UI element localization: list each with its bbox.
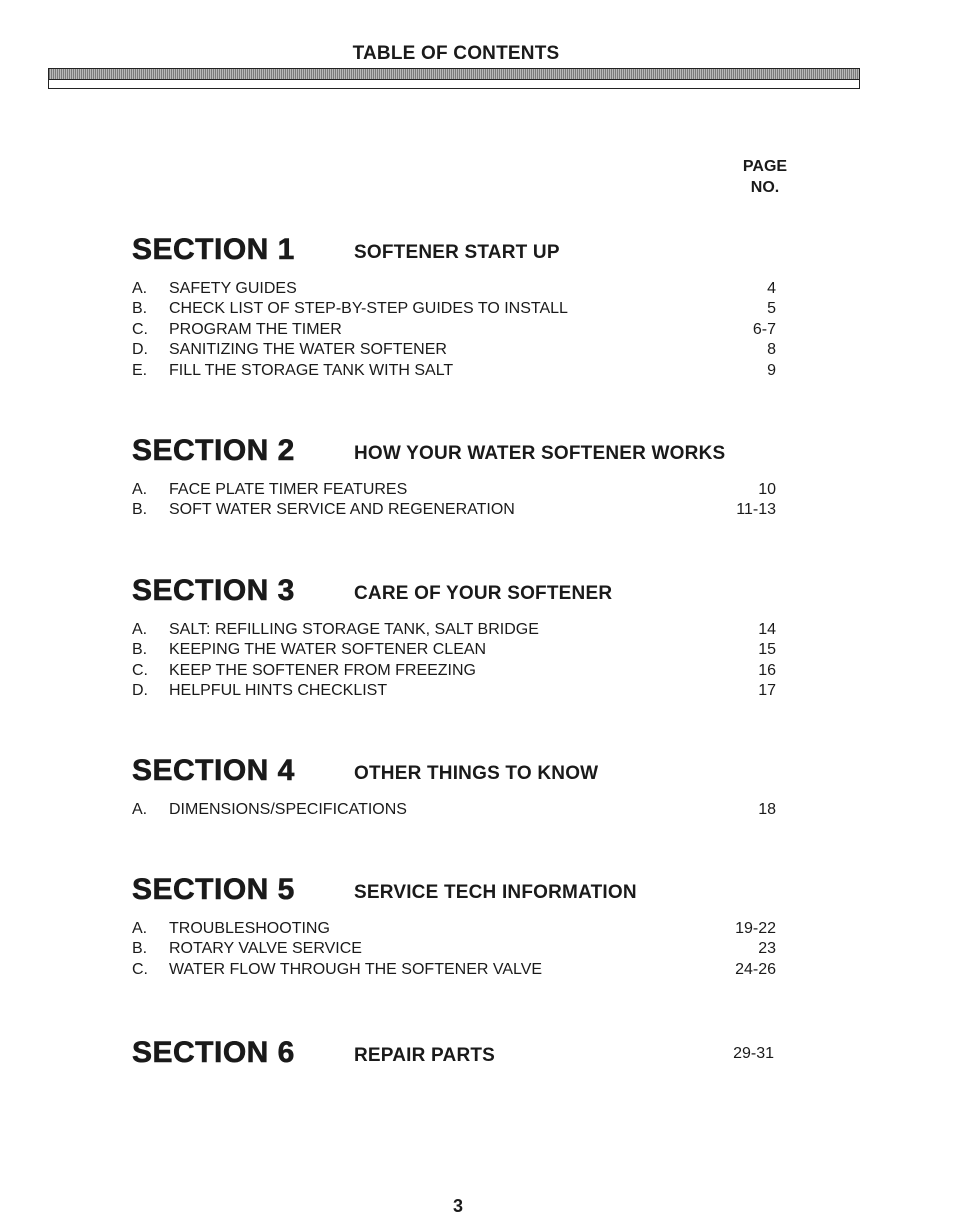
entry-page: 9 xyxy=(767,361,776,379)
title-rule-bottom xyxy=(48,80,860,89)
section-items xyxy=(132,279,782,381)
entry-text: KEEP THE SOFTENER FROM FREEZING xyxy=(169,661,476,679)
entry-text: CHECK LIST OF STEP-BY-STEP GUIDES TO INSTALL xyxy=(169,300,568,318)
section-2 xyxy=(132,434,782,521)
page-column-label: PAGE xyxy=(742,158,788,175)
section-1 xyxy=(132,233,782,381)
entry-text: FACE PLATE TIMER FEATURES xyxy=(169,481,408,498)
toc-entry xyxy=(132,340,782,360)
entry-letter: D. xyxy=(132,341,148,359)
entry-page: 17 xyxy=(758,682,776,700)
document-title: TABLE OF CONTENTS xyxy=(352,43,560,64)
section-header xyxy=(132,233,782,271)
entry-page: 6-7 xyxy=(752,320,776,338)
section-3 xyxy=(132,574,782,702)
entry-text: SOFT WATER SERVICE AND REGENERATION xyxy=(169,501,515,519)
toc-entry xyxy=(132,320,782,340)
page-number: 3 xyxy=(452,1196,463,1216)
entry-text: KEEPING THE WATER SOFTENER CLEAN xyxy=(169,641,487,659)
entry-page: 10 xyxy=(758,481,776,498)
entry-page: 16 xyxy=(758,661,776,679)
entry-page: 15 xyxy=(758,641,776,659)
entry-text: PROGRAM THE TIMER xyxy=(169,320,342,338)
entry-letter: B. xyxy=(132,501,148,519)
section-items xyxy=(132,919,782,980)
entry-letter: D. xyxy=(132,682,148,700)
entry-letter: A. xyxy=(132,920,148,937)
entry-letter: E. xyxy=(132,361,148,379)
toc-entry xyxy=(132,960,782,980)
entry-page: 18 xyxy=(758,801,776,818)
entry-letter: A. xyxy=(132,280,148,297)
section-title: HOW YOUR WATER SOFTENER WORKS xyxy=(354,443,726,464)
section-header xyxy=(132,574,782,612)
section-label: SECTION 6 xyxy=(132,1036,295,1069)
section-title: SERVICE TECH INFORMATION xyxy=(354,882,637,903)
section-title: REPAIR PARTS xyxy=(354,1045,496,1066)
toc-entry xyxy=(132,620,782,640)
entry-text: ROTARY VALVE SERVICE xyxy=(169,940,362,958)
toc-entry xyxy=(132,661,782,681)
entry-text: SAFETY GUIDES xyxy=(169,280,297,297)
entry-letter: B. xyxy=(132,641,148,659)
entry-page: 19-22 xyxy=(735,920,776,937)
section-6 xyxy=(132,1036,782,1074)
section-title: CARE OF YOUR SOFTENER xyxy=(354,583,613,604)
entry-page: 11-13 xyxy=(736,501,776,519)
entry-page: 4 xyxy=(767,280,776,297)
entry-text: WATER FLOW THROUGH THE SOFTENER VALVE xyxy=(169,960,543,978)
section-items xyxy=(132,800,782,820)
entry-letter: A. xyxy=(132,481,148,498)
toc-entry xyxy=(132,681,782,701)
entry-text: TROUBLESHOOTING xyxy=(169,920,330,937)
section-items xyxy=(132,480,782,521)
entry-letter: C. xyxy=(132,320,148,338)
section-label: SECTION 3 xyxy=(132,574,295,607)
section-title: OTHER THINGS TO KNOW xyxy=(354,763,599,784)
entry-letter: C. xyxy=(132,661,148,679)
section-page: 29-31 xyxy=(733,1045,774,1062)
entry-letter: B. xyxy=(132,300,148,318)
entry-page: 24-26 xyxy=(735,960,776,978)
entry-page: 8 xyxy=(767,341,776,359)
section-4 xyxy=(132,754,782,820)
entry-text: DIMENSIONS/SPECIFICATIONS xyxy=(169,801,407,818)
entry-letter: A. xyxy=(132,801,148,818)
section-title: SOFTENER START UP xyxy=(354,242,560,263)
section-items xyxy=(132,620,782,702)
toc-entry xyxy=(132,361,782,381)
entry-page: 5 xyxy=(767,300,776,318)
entry-letter: B. xyxy=(132,940,148,958)
entry-letter: C. xyxy=(132,960,148,978)
entry-page: 14 xyxy=(758,621,776,638)
entry-text: FILL THE STORAGE TANK WITH SALT xyxy=(169,361,454,379)
section-header xyxy=(132,754,782,792)
toc-entry xyxy=(132,640,782,660)
entry-letter: A. xyxy=(132,621,148,638)
section-header xyxy=(132,434,782,472)
toc-entry xyxy=(132,939,782,959)
section-label: SECTION 1 xyxy=(132,233,295,266)
entry-text: SANITIZING THE WATER SOFTENER xyxy=(169,341,447,359)
entry-text: SALT: REFILLING STORAGE TANK, SALT BRIDGE xyxy=(169,621,539,638)
entry-text: HELPFUL HINTS CHECKLIST xyxy=(169,682,388,700)
section-5 xyxy=(132,873,782,980)
toc-entry xyxy=(132,480,782,500)
number-column-label: NO. xyxy=(750,179,780,196)
section-label: SECTION 5 xyxy=(132,873,295,906)
section-label: SECTION 2 xyxy=(132,434,295,467)
section-header xyxy=(132,1036,782,1074)
toc-entry xyxy=(132,800,782,820)
title-rule xyxy=(48,68,860,80)
page-number-column-header xyxy=(724,156,806,198)
toc-entry xyxy=(132,500,782,520)
entry-page: 23 xyxy=(758,940,776,958)
toc-entry xyxy=(132,919,782,939)
section-header xyxy=(132,873,782,911)
toc-entry xyxy=(132,299,782,319)
toc-entry xyxy=(132,279,782,299)
section-label: SECTION 4 xyxy=(132,754,295,787)
